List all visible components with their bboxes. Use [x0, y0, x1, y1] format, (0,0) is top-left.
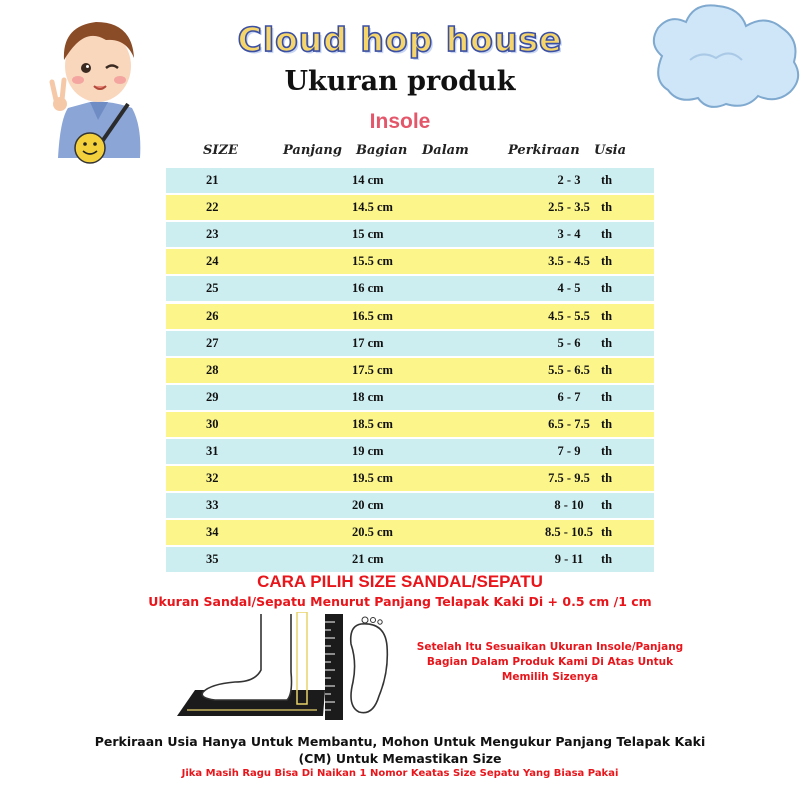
age-unit-cell: th: [601, 444, 613, 458]
boy-mascot-illustration: [40, 8, 155, 168]
age-range-cell: 7.5 - 9.5: [548, 471, 590, 486]
brand-title: Cloud hop house: [237, 20, 563, 59]
column-header-usia: Usia: [594, 143, 627, 158]
age-range-cell: 7 - 9: [557, 444, 581, 458]
age-range-cell: 8 - 10: [554, 498, 584, 513]
size-cell: 25: [206, 281, 219, 296]
age-range-cell: 2 - 3: [557, 173, 581, 187]
size-up-note: Jika Masih Ragu Bisa Di Naikan 1 Nomor Keatas Size Sepatu Yang Biasa Pakai: [181, 768, 619, 779]
age-range-cell: 5 - 6: [557, 335, 581, 350]
insole-length-cell: 14 cm: [352, 173, 384, 187]
size-cell: 31: [206, 444, 219, 458]
table-row: [166, 412, 654, 437]
age-unit-cell: th: [601, 362, 613, 377]
insole-length-cell: 20 cm: [352, 498, 384, 513]
table-row: [166, 385, 654, 410]
size-cell: 21: [206, 173, 219, 187]
age-range-cell: 9 - 11: [554, 552, 584, 567]
table-row: [166, 358, 654, 383]
table-row: [166, 222, 654, 247]
age-disclaimer: Perkiraan Usia Hanya Untuk Membantu, Mohon Untuk Mengukur Panjang Telapak Kaki (CM) Untuk Memastikan Size: [94, 734, 706, 766]
table-row: [166, 249, 654, 274]
size-cell: 32: [206, 471, 219, 486]
insole-length-cell: 17 cm: [352, 335, 384, 350]
age-range-cell: 8.5 - 10.5: [545, 525, 593, 540]
insole-length-cell: 16.5 cm: [352, 308, 393, 323]
age-range-cell: 3.5 - 4.5: [548, 254, 590, 269]
insole-length-cell: 15 cm: [352, 227, 384, 242]
age-unit-cell: th: [601, 416, 613, 431]
age-unit-cell: th: [601, 389, 613, 404]
size-cell: 24: [206, 254, 219, 269]
age-range-cell: 6 - 7: [557, 389, 581, 404]
size-cell: 29: [206, 389, 219, 404]
column-header-bagian: Bagian: [356, 143, 408, 158]
age-unit-cell: th: [601, 281, 613, 296]
table-row: [166, 547, 654, 572]
insole-length-cell: 17.5 cm: [352, 362, 393, 377]
page-subtitle: Ukuran produk: [284, 66, 516, 97]
age-unit-cell: th: [601, 173, 613, 187]
age-unit-cell: th: [601, 308, 613, 323]
age-unit-cell: th: [601, 200, 613, 215]
size-cell: 35: [206, 552, 219, 567]
table-row: [166, 520, 654, 545]
size-cell: 34: [206, 525, 219, 540]
age-range-cell: 3 - 4: [557, 227, 581, 242]
age-range-cell: 4 - 5: [557, 281, 581, 296]
column-header-size: SIZE: [203, 143, 238, 158]
age-range-cell: 6.5 - 7.5: [548, 416, 590, 431]
size-cell: 27: [206, 335, 219, 350]
age-unit-cell: th: [601, 335, 613, 350]
insole-length-cell: 15.5 cm: [352, 254, 393, 269]
guide-title: CARA PILIH SIZE SANDAL/SEPATU: [257, 572, 543, 591]
age-unit-cell: th: [601, 471, 613, 486]
column-header-panjang: Panjang: [283, 143, 342, 158]
column-header-dalam: Dalam: [422, 143, 469, 158]
insole-length-cell: 19.5 cm: [352, 471, 393, 486]
table-row: [166, 276, 654, 301]
table-row: [166, 493, 654, 518]
table-row: [166, 466, 654, 491]
insole-length-cell: 20.5 cm: [352, 525, 393, 540]
size-cell: 33: [206, 498, 219, 513]
insole-length-cell: 18 cm: [352, 389, 384, 404]
table-row: [166, 331, 654, 356]
size-cell: 28: [206, 362, 219, 377]
insole-length-cell: 18.5 cm: [352, 416, 393, 431]
age-unit-cell: th: [601, 525, 613, 540]
insole-length-cell: 14.5 cm: [352, 200, 393, 215]
age-unit-cell: th: [601, 227, 613, 242]
insole-length-cell: 19 cm: [352, 444, 384, 458]
age-unit-cell: th: [601, 254, 613, 269]
size-cell: 30: [206, 416, 219, 431]
insole-length-cell: 21 cm: [352, 552, 384, 567]
table-row: [166, 439, 654, 464]
column-header-perkiraan: Perkiraan: [508, 143, 580, 158]
size-cell: 26: [206, 308, 219, 323]
insole-length-cell: 16 cm: [352, 281, 384, 296]
size-cell: 22: [206, 200, 219, 215]
cloud-illustration: [642, 0, 800, 112]
age-range-cell: 2.5 - 3.5: [548, 200, 590, 215]
table-row: [166, 168, 654, 193]
foot-measure-diagram: [175, 612, 400, 724]
age-range-cell: 5.5 - 6.5: [548, 362, 590, 377]
age-unit-cell: th: [601, 498, 613, 513]
section-heading: Insole: [369, 110, 431, 133]
age-unit-cell: th: [601, 552, 613, 567]
table-row: [166, 304, 654, 329]
measure-instruction: Setelah Itu Sesuaikan Ukuran Insole/Panjang Bagian Dalam Produk Kami Di Atas Untuk Memilih Sizenya: [416, 641, 684, 683]
guide-subtitle: Ukuran Sandal/Sepatu Menurut Panjang Telapak Kaki Di + 0.5 cm /1 cm: [148, 594, 652, 609]
table-row: [166, 195, 654, 220]
size-cell: 23: [206, 227, 219, 242]
age-range-cell: 4.5 - 5.5: [548, 308, 590, 323]
